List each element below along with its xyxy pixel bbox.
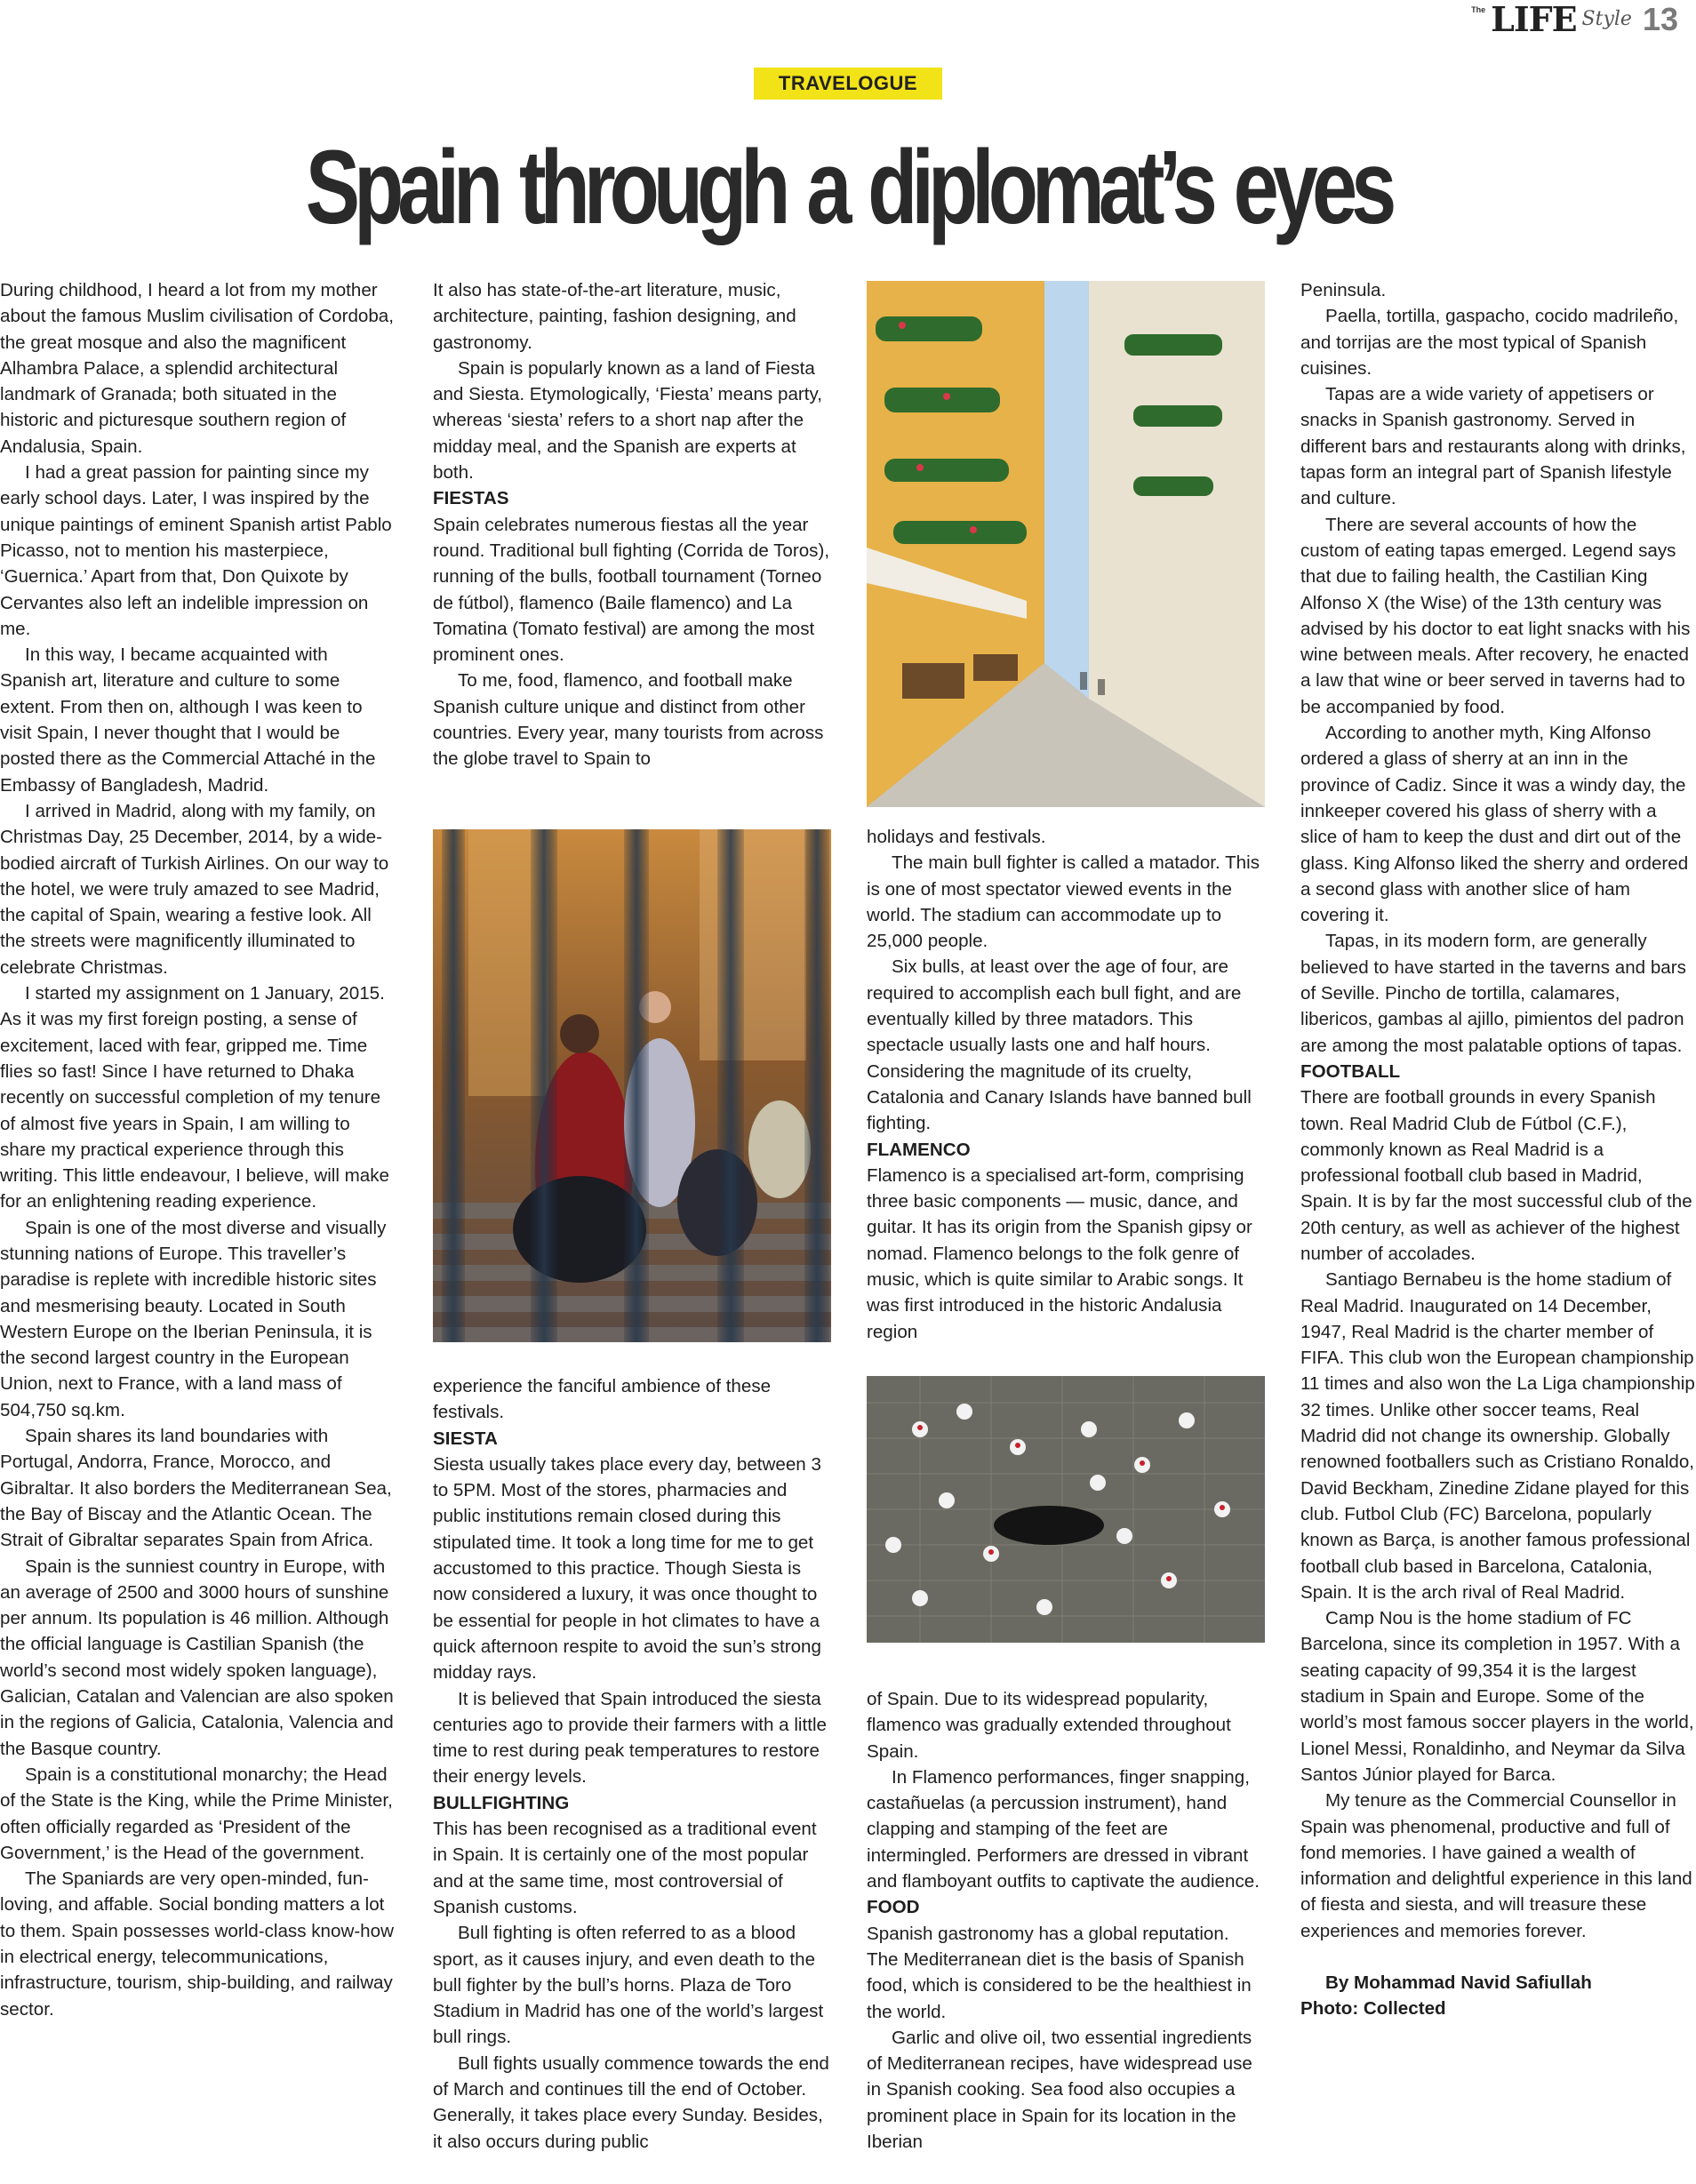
- masthead: [1471, 2, 1678, 37]
- paragraph: Camp Nou is the home stadium of FC Barcelona, since its completion in 1957. With a seating capacity of 99,354 it is the largest stadium in Spain and Europe. Some of the world’s most famous soccer players in the world, Lionel Messi, Ronaldinho, and Neymar da Silva Santos Júnior played for Barca.: [1300, 1608, 1694, 1785]
- paragraph: There are football grounds in every Spanish town. Real Madrid Club de Fútbol (C.F.), commonly known as Real Madrid is a professional football club based in Madrid, Spain. It is by far the most successful club of the 20th century, as well as achiever of the highest number of accolades.: [1300, 1087, 1692, 1264]
- paragraph: The main bull fighter is called a matador. This is one of most spectator viewed events in the world. The stadium can accommodate up to 25,000 people.: [867, 852, 1260, 952]
- paragraph: Paella, tortilla, gaspacho, cocido madrileño, and torrijas are the most typical of Spanish cuisines.: [1300, 306, 1679, 379]
- paragraph: According to another myth, King Alfonso ordered a glass of sherry at an inn in the province of Cadiz. Since it was a windy day, the innkeeper covered his glass of sherry with a slice of ham to keep the dust and dirt out of the glass. King Alfonso liked the sherry and ordered a second glass with another slice of ham covering it.: [1300, 723, 1689, 926]
- paragraph: I had a great passion for painting since my early school days. Later, I was inspired by the unique paintings of eminent Spanish artist Pablo Picasso, not to mention his masterpiece, ‘Guernica.’ Apart from that, Don Quixote by Cervantes also left an indelible impression on me.: [0, 462, 392, 639]
- headline: Spain through a diplomat’s eyes: [305, 129, 1391, 246]
- paragraph: During childhood, I heard a lot from my mother about the famous Muslim civilisation of Cordoba, the great mosque and also the magnificent Alhambra Palace, a splendid architectural landmark of Granada; both situated in the historic and picturesque southern region of Andalusia, Spain.: [0, 280, 394, 457]
- column-2-top: [433, 277, 831, 772]
- paragraph: Garlic and olive oil, two essential ingredients of Mediterranean recipes, have widespread use in Spanish cooking. Sea food also occupies a prominent place in Spain for its location in the Iberian: [867, 2027, 1252, 2153]
- paragraph: Santiago Bernabeu is the home stadium of Real Madrid. Inaugurated on 14 December, 1947, Real Madrid is the charter member of FIFA. This club won the European championship 11 times and also won the La Liga championship 32 times. Unlike other soccer teams, Real Madrid did not change its ownership. Globally renowned footballers such as Cristiano Ronaldo, David Beckham, Zinedine Zidane played for this club. Futbol Club (FC) Barcelona, popularly known as Barça, is another famous professional football club based in Barcelona, Catalonia, Spain. It is the arch rival of Real Madrid.: [1300, 1269, 1695, 1603]
- paragraph: The Spaniards are very open-minded, fun-loving, and affable. Social bonding matters a lot to them. Spain possesses world-class know-how in electrical energy, telecommunications, infrastructure, tourism, ship-building, and railway sector.: [0, 1868, 394, 2020]
- bull-run-photo: [867, 1376, 1265, 1643]
- section-tag: TRAVELOGUE: [754, 68, 942, 100]
- subhead-siesta: SIESTA: [433, 1428, 498, 1449]
- paragraph: It also has state-of-the-art literature, music, architecture, painting, fashion designing, and gastronomy.: [433, 280, 796, 353]
- paragraph: Spain shares its land boundaries with Portugal, Andorra, France, Morocco, and Gibraltar. It also borders the Mediterranean Sea, the Bay of Biscay and the Atlantic Ocean. The Strait of Gibraltar separates Spain from Africa.: [0, 1426, 392, 1551]
- page-number: 13: [1642, 1, 1678, 37]
- subhead-fiestas: FIESTAS: [433, 488, 509, 509]
- paragraph: Six bulls, at least over the age of four, are required to accomplish each bull fight, and are eventually killed by three matadors. This spectacle usually lasts one and half hours. Considering the magnitude of its cruelty, Catalonia and Canary Islands have banned bull fighting.: [867, 956, 1252, 1134]
- paragraph: of Spain. Due to its widespread popularity, flamenco was gradually extended throughout Spain.: [867, 1689, 1231, 1762]
- subhead-bullfighting: BULLFIGHTING: [433, 1792, 570, 1813]
- paragraph: Flamenco is a specialised art-form, comprising three basic components — music, dance, and guitar. It has its origin from the Spanish gipsy or nomad. Flamenco belongs to the folk genre of music, which is quite similar to Arabic songs. It was first introduced in the historic Andalusia region: [867, 1164, 1252, 1342]
- paragraph: This has been recognised as a traditional event in Spain. It is certainly one of the most popular and at the same time, most controversial of Spanish customs.: [433, 1819, 817, 1917]
- paragraph: holidays and festivals.: [867, 827, 1046, 847]
- paragraph: Peninsula.: [1300, 280, 1387, 300]
- subhead-football: FOOTBALL: [1300, 1060, 1401, 1082]
- paragraph: Spanish gastronomy has a global reputation. The Mediterranean diet is the basis of Spanish food, which is considered to be the healthiest in the world.: [867, 1923, 1252, 2022]
- subhead-flamenco: FLAMENCO: [867, 1139, 971, 1160]
- byline: By Mohammad Navid Safiullah: [1325, 1972, 1592, 1993]
- paragraph: Tapas are a wide variety of appetisers or snacks in Spanish gastronomy. Served in different bars and restaurants along with drinks, tapas form an integral part of Spanish lifestyle and culture.: [1300, 384, 1686, 509]
- column-1: [0, 277, 398, 2022]
- masthead-logo: LIFE: [1491, 0, 1577, 39]
- paragraph: Bull fighting is often referred to as a blood sport, as it causes injury, and even death to the bull fighter by the bull’s horns. Plaza de Toro Stadium in Madrid has one of the world’s largest bull rings.: [433, 1923, 824, 2048]
- paragraph: It is believed that Spain introduced the siesta centuries ago to provide their farmers with a little time to rest during peak temperatures to restore their energy levels.: [433, 1688, 827, 1788]
- street-photo: [867, 281, 1265, 807]
- paragraph: I started my assignment on 1 January, 2015. As it was my first foreign posting, a sense of excitement, laced with fear, gripped me. Time flies so fast! Since I have returned to Dhaka recently on successful completion of my tenure of almost five years in Spain, I am willing to share my practical experience through this writing. This little endeavour, I believe, will make for an enlightening reading experience.: [0, 983, 390, 1212]
- paragraph: Spain is a constitutional monarchy; the Head of the State is the King, while the Prime Minister, often officially regarded as ‘President of the Government,’ is the Head of the government.: [0, 1764, 393, 1863]
- paragraph: Siesta usually takes place every day, between 3 to 5PM. Most of the stores, pharmacies and public institutions remain closed during this stipulated time. It took a long time for me to get accustomed to this practice. Though Siesta is now considered a luxury, it was once thought to be essential for people in hot climates to have a quick afternoon respite to avoid the sun’s strong midday rays.: [433, 1453, 821, 1684]
- paragraph: Spain celebrates numerous fiestas all the year round. Traditional bull fighting (Corrida de Toros), running of the bulls, football tournament (Torneo de fútbol), flamenco (Baile flamenco) and La Tomatina (Tomato festival) are among the most prominent ones.: [433, 514, 830, 666]
- paragraph: There are several accounts of how the custom of eating tapas emerged. Legend says that due to failing health, the Castilian King Alfonso X (the Wise) of the 13th century was advised by his doctor to eat light snacks with his wine between meals. After recovery, he enacted a law that wine or beer served in taverns had to be accompanied by food.: [1300, 514, 1691, 717]
- paragraph: My tenure as the Commercial Counsellor in Spain was phenomenal, productive and full of fond memories. I have gained a wealth of information and delightful experience in this land of fiesta and siesta, and will treasure these experiences and memories forever.: [1300, 1790, 1692, 1941]
- masthead-style: Style: [1581, 8, 1632, 30]
- subhead-food: FOOD: [867, 1897, 920, 1918]
- paragraph: experience the fanciful ambience of these festivals.: [433, 1376, 772, 1423]
- column-2-bottom: [433, 1373, 831, 2155]
- paragraph: Spain is the sunniest country in Europe, with an average of 2500 and 3000 hours of sunshine per annum. Its population is 46 million. Although the official language is Castilian Spanish (the world’s second most widely spoken language), Galician, Catalan and Valencian are also spoken in the regions of Galicia, Catalonia, Valencia and the Basque country.: [0, 1556, 394, 1759]
- paragraph: In this way, I became acquainted with Spanish art, literature and culture to some extent. From then on, although I was keen to visit Spain, I never thought that I would be posted there as the Commercial Attaché in the Embassy of Bangladesh, Madrid.: [0, 644, 376, 796]
- paragraph: To me, food, flamenco, and football make Spanish culture unique and distinct from other countries. Every year, many tourists from across the globe travel to Spain to: [433, 670, 824, 770]
- paragraph: Tapas, in its modern form, are generally believed to have started in the taverns and bars of Seville. Pincho de tortilla, calamares, libericos, gambas al ajillo, pimientos del padron are among the most palatable options of tapas.: [1300, 931, 1686, 1056]
- paragraph: Bull fights usually commence towards the end of March and continues till the end of October. Generally, it takes place every Sunday. Besides, it also occurs during public: [433, 2052, 829, 2152]
- column-3-bottom: [867, 1686, 1265, 2155]
- photo-credit: Photo: Collected: [1300, 1998, 1446, 2020]
- paragraph: In Flamenco performances, finger snapping, castañuelas (a percussion instrument), hand clapping and stamping of the feet are intermingled. Performers are dressed in vibrant and flamboyant outfits to captivate the audience.: [867, 1766, 1260, 1892]
- flamenco-photo: [433, 829, 831, 1342]
- paragraph: I arrived in Madrid, along with my family, on Christmas Day, 25 December, 2014, by a wide-bodied aircraft of Turkish Airlines. On our way to the hotel, we were truly amazed to see Madrid, the capital of Spain, wearing a festive look. All the streets were magnificently illuminated to celebrate Christmas.: [0, 800, 389, 978]
- column-3-top: [867, 824, 1265, 1345]
- paragraph: Spain is popularly known as a land of Fiesta and Siesta. Etymologically, ‘Fiesta’ means party, whereas ‘siesta’ refers to a short nap after the midday meal, and the Spanish are experts at both.: [433, 357, 822, 484]
- column-4: [1300, 277, 1696, 2022]
- masthead-the: The: [1471, 5, 1486, 14]
- paragraph: Spain is one of the most diverse and visually stunning nations of Europe. This traveller’s paradise is replete with incredible historic sites and mesmerising beauty. Located in South Western Europe on the Iberian Peninsula, it is the second largest country in the European Union, next to France, with a land mass of 504,750 sq.km.: [0, 1217, 387, 1420]
